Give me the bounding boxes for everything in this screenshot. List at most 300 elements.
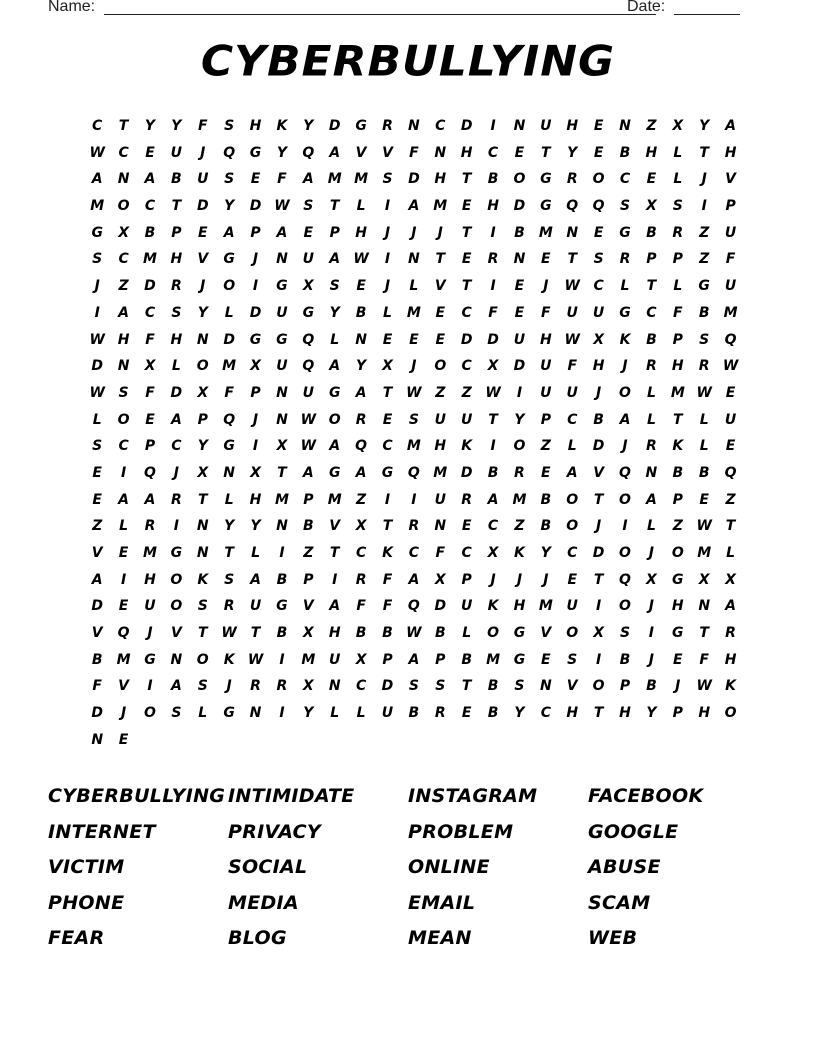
grid-letter: E — [145, 411, 155, 428]
word-list-item: VICTIM — [48, 856, 125, 878]
grid-letter: Z — [672, 518, 683, 535]
grid-letter: Y — [329, 304, 340, 321]
grid-letter: J — [543, 571, 549, 588]
grid-letter: D — [381, 678, 394, 695]
grid-letter: P — [303, 491, 314, 508]
grid-letter: S — [171, 705, 182, 722]
grid-letter: H — [117, 331, 130, 348]
grid-letter: S — [224, 571, 235, 588]
grid-letter: L — [171, 358, 181, 375]
grid-letter: X — [355, 518, 367, 535]
grid-letter: F — [277, 171, 287, 188]
grid-letter: J — [94, 278, 100, 295]
grid-letter: T — [382, 384, 393, 401]
grid-letter: G — [91, 224, 103, 241]
grid-letter: H — [249, 491, 262, 508]
grid-letter: K — [487, 598, 499, 615]
grid-letter: B — [276, 571, 288, 588]
grid-letter: B — [355, 625, 367, 642]
grid-letter: O — [170, 598, 183, 615]
grid-letter: C — [118, 251, 129, 268]
grid-letter: A — [302, 171, 314, 188]
grid-letter: P — [646, 251, 657, 268]
grid-letter: D — [328, 118, 341, 134]
grid-letter: J — [173, 464, 179, 481]
grid-letter: V — [91, 625, 103, 642]
grid-letter: G — [513, 651, 526, 668]
grid-letter: E — [118, 545, 129, 561]
grid-letter: H — [355, 224, 367, 241]
grid-letter: V — [593, 464, 605, 481]
grid-letter: Y — [514, 411, 525, 428]
grid-letter: Z — [435, 384, 446, 401]
grid-letter: U — [566, 598, 578, 615]
grid-letter: E — [197, 224, 208, 241]
grid-letter: B — [276, 625, 288, 642]
grid-letter: P — [250, 224, 261, 241]
grid-letter: V — [382, 144, 393, 161]
grid-letter: T — [461, 171, 472, 188]
grid-letter: S — [329, 278, 340, 295]
grid-letter: Y — [514, 705, 525, 722]
grid-letter: U — [724, 411, 737, 428]
grid-letter: S — [92, 438, 103, 455]
grid-letter: J — [596, 518, 602, 535]
grid-letter: H — [513, 598, 526, 615]
grid-letter: G — [276, 331, 288, 348]
grid-letter: B — [698, 304, 710, 321]
grid-letter: E — [593, 118, 604, 134]
grid-letter: N — [117, 171, 130, 188]
grid-letter: R — [250, 678, 261, 695]
grid-letter: S — [593, 251, 604, 268]
grid-letter: R — [170, 278, 182, 295]
grid-letter: H — [434, 438, 447, 455]
grid-letter: O — [619, 384, 631, 401]
grid-letter: Q — [302, 144, 315, 161]
name-blank-line — [104, 14, 656, 15]
grid-letter: C — [461, 545, 472, 561]
grid-letter: N — [328, 678, 341, 695]
grid-letter: B — [355, 304, 367, 321]
grid-letter: O — [619, 598, 631, 615]
grid-letter: I — [596, 651, 602, 668]
grid-letter: X — [197, 464, 209, 481]
grid-letter: E — [646, 171, 657, 188]
grid-letter: E — [250, 171, 261, 188]
grid-letter: H — [539, 331, 552, 348]
grid-letter: M — [406, 438, 421, 455]
grid-letter: O — [117, 198, 130, 215]
grid-letter: X — [250, 464, 261, 481]
grid-letter: R — [487, 251, 499, 268]
grid-letter: L — [567, 438, 577, 455]
grid-letter: T — [329, 545, 340, 561]
grid-letter: T — [329, 198, 340, 215]
grid-letter: K — [197, 571, 209, 588]
grid-letter: K — [461, 438, 473, 455]
grid-letter: G — [223, 705, 235, 722]
grid-letter: P — [435, 651, 446, 668]
grid-letter: X — [302, 625, 314, 642]
grid-letter: V — [434, 278, 446, 295]
grid-letter: I — [384, 198, 391, 215]
grid-letter: A — [329, 251, 341, 268]
grid-letter: Z — [303, 545, 314, 561]
grid-letter: A — [355, 464, 367, 481]
grid-letter: O — [592, 171, 605, 188]
grid-letter: E — [92, 491, 102, 508]
word-list-item: GOOGLE — [588, 820, 679, 843]
grid-letter: M — [116, 651, 131, 668]
grid-letter: E — [725, 384, 736, 401]
grid-letter: N — [513, 251, 526, 268]
grid-letter: I — [490, 224, 496, 241]
grid-letter: L — [92, 411, 102, 428]
grid-letter: J — [622, 438, 628, 455]
header — [48, 0, 748, 18]
grid-letter: F — [409, 144, 419, 161]
grid-letter: C — [461, 358, 472, 375]
grid-letter: I — [648, 625, 654, 642]
grid-letter: Z — [540, 438, 551, 455]
grid-letter: F — [699, 651, 709, 668]
grid-letter: W — [300, 438, 317, 455]
grid-letter: I — [411, 491, 417, 508]
grid-letter: R — [672, 224, 684, 241]
grid-letter: C — [593, 278, 604, 295]
grid-letter: H — [434, 171, 447, 188]
grid-letter: T — [699, 144, 709, 161]
grid-letter: I — [120, 464, 127, 481]
word-list-item: PROBLEM — [408, 820, 514, 843]
grid-letter: R — [461, 491, 473, 508]
word-list-item: ABUSE — [588, 856, 661, 878]
grid-letter: E — [725, 438, 736, 455]
grid-letter: Z — [725, 491, 736, 508]
grid-letter: N — [276, 384, 288, 401]
grid-letter: D — [91, 598, 103, 615]
grid-letter: O — [170, 571, 183, 588]
grid-letter: J — [200, 278, 206, 295]
grid-letter: L — [462, 625, 472, 642]
grid-letter: U — [566, 304, 578, 321]
grid-letter: U — [724, 224, 737, 241]
grid-letter: K — [223, 651, 235, 668]
grid-letter: W — [221, 625, 237, 642]
grid-letter: A — [170, 678, 182, 695]
grid-letter: A — [144, 171, 156, 188]
grid-letter: T — [197, 491, 208, 508]
grid-letter: L — [699, 438, 709, 455]
grid-letter: P — [329, 224, 340, 241]
grid-letter: D — [513, 358, 526, 375]
grid-letter: N — [117, 358, 130, 375]
date-blank-line — [674, 14, 740, 15]
grid-letter: E — [118, 731, 129, 748]
grid-letter: U — [460, 598, 473, 615]
grid-letter: G — [276, 598, 288, 615]
grid-letter: C — [355, 678, 367, 695]
grid-letter: C — [435, 118, 446, 134]
grid-letter: X — [487, 358, 499, 375]
grid-letter: Q — [223, 411, 236, 428]
grid-letter: C — [619, 171, 631, 188]
grid-letter: W — [406, 625, 422, 642]
grid-letter: D — [592, 545, 605, 561]
grid-letter: X — [250, 358, 261, 375]
grid-letter: G — [513, 625, 526, 642]
grid-letter: A — [302, 464, 314, 481]
grid-letter: Q — [407, 598, 420, 615]
grid-letter: I — [332, 571, 338, 588]
grid-letter: E — [673, 651, 683, 668]
grid-letter: F — [382, 571, 393, 588]
grid-letter: P — [303, 571, 314, 588]
grid-letter: X — [672, 118, 684, 134]
grid-letter: D — [249, 198, 262, 215]
grid-letter: J — [490, 571, 496, 588]
grid-letter: X — [144, 358, 156, 375]
grid-letter: O — [487, 625, 499, 642]
grid-letter: G — [381, 464, 394, 481]
grid-letter: M — [143, 251, 157, 268]
grid-letter: J — [516, 571, 523, 588]
grid-letter: G — [249, 144, 262, 161]
grid-letter: F — [145, 331, 155, 348]
grid-letter: T — [699, 625, 709, 642]
grid-letter: H — [566, 705, 579, 722]
grid-letter: F — [488, 304, 498, 321]
grid-letter: I — [279, 545, 285, 561]
grid-letter: O — [196, 651, 209, 668]
grid-letter: M — [222, 358, 237, 375]
grid-letter: E — [541, 651, 551, 668]
grid-letter: F — [197, 118, 208, 134]
grid-letter: S — [171, 304, 182, 321]
grid-letter: E — [435, 304, 446, 321]
grid-letter: R — [355, 411, 367, 428]
grid-letter: T — [593, 571, 604, 588]
grid-letter: H — [566, 118, 579, 134]
word-list-item: EMAIL — [408, 891, 476, 914]
grid-letter: A — [408, 571, 420, 588]
grid-letter: X — [302, 678, 314, 695]
grid-letter: O — [513, 438, 526, 455]
grid-letter: B — [487, 705, 499, 722]
grid-letter: B — [487, 171, 499, 188]
word-list-item: FEAR — [48, 927, 105, 949]
grid-letter: J — [226, 678, 232, 695]
grid-letter: N — [276, 251, 288, 268]
grid-letter: D — [249, 304, 262, 321]
grid-letter: I — [490, 438, 496, 455]
grid-letter: G — [144, 651, 156, 668]
grid-letter: J — [384, 278, 391, 295]
grid-letter: W — [564, 331, 580, 348]
grid-letter: D — [434, 598, 447, 615]
grid-letter: N — [408, 251, 420, 268]
grid-letter: P — [672, 251, 683, 268]
grid-letter: N — [645, 464, 658, 481]
grid-letter: C — [646, 304, 657, 321]
grid-letter: S — [514, 678, 525, 695]
grid-letter: X — [725, 571, 736, 588]
grid-letter: W — [300, 411, 317, 428]
grid-letter: Y — [540, 545, 551, 561]
grid-letter: Q — [223, 144, 236, 161]
grid-letter: O — [671, 545, 684, 561]
grid-letter: O — [724, 705, 737, 722]
grid-letter: B — [698, 464, 710, 481]
grid-letter: V — [170, 625, 182, 642]
grid-letter: B — [382, 625, 393, 642]
grid-letter: V — [355, 144, 367, 161]
grid-letter: C — [92, 118, 103, 134]
grid-letter: R — [434, 705, 446, 722]
grid-letter: P — [672, 705, 683, 722]
grid-letter: U — [170, 144, 183, 161]
grid-letter: V — [91, 545, 103, 561]
grid-letter: I — [120, 571, 127, 588]
grid-letter: Q — [355, 438, 368, 455]
grid-letter: Q — [302, 358, 315, 375]
grid-letter: Y — [224, 198, 235, 215]
grid-letter: Q — [619, 571, 631, 588]
grid-letter: T — [593, 491, 604, 508]
grid-letter: D — [170, 384, 183, 401]
grid-letter: W — [564, 278, 580, 295]
grid-letter: U — [724, 278, 737, 295]
grid-letter: K — [276, 118, 288, 134]
word-list-item: BLOG — [228, 927, 287, 949]
grid-letter: V — [118, 678, 129, 695]
grid-letter: S — [435, 678, 446, 695]
grid-letter: R — [646, 358, 657, 375]
grid-letter: L — [646, 411, 656, 428]
grid-letter: Y — [276, 144, 287, 161]
grid-letter: M — [538, 598, 553, 615]
grid-letter: J — [252, 411, 259, 428]
grid-letter: M — [354, 171, 369, 188]
grid-letter: S — [197, 598, 208, 615]
grid-letter: S — [619, 198, 631, 215]
grid-letter: U — [592, 304, 605, 321]
grid-letter: A — [329, 438, 341, 455]
grid-letter: E — [118, 598, 129, 615]
grid-letter: Y — [171, 118, 182, 134]
grid-letter: G — [619, 224, 631, 241]
grid-letter: I — [701, 198, 707, 215]
grid-letter: H — [487, 198, 499, 215]
grid-letter: S — [224, 171, 235, 188]
grid-letter: L — [646, 384, 656, 401]
grid-letter: F — [541, 304, 551, 321]
word-list-item: INSTAGRAM — [408, 785, 538, 807]
grid-letter: J — [701, 171, 707, 188]
grid-letter: T — [250, 625, 261, 642]
grid-letter: X — [698, 571, 710, 588]
puzzle-title: CYBERBULLYING — [200, 37, 616, 86]
grid-letter: A — [118, 491, 129, 508]
grid-letter: F — [145, 384, 155, 401]
grid-letter: C — [461, 304, 472, 321]
grid-letter: N — [196, 545, 209, 561]
grid-letter: O — [513, 171, 526, 188]
grid-letter: T — [277, 464, 287, 481]
grid-letter: H — [592, 358, 605, 375]
grid-letter: X — [276, 438, 288, 455]
grid-letter: J — [411, 224, 417, 241]
grid-letter: Q — [724, 331, 737, 348]
grid-letter: W — [89, 331, 105, 348]
grid-letter: K — [672, 438, 684, 455]
grid-letter: C — [567, 411, 578, 428]
word-list-item: SOCIAL — [228, 856, 308, 878]
grid-letter: O — [566, 518, 579, 535]
grid-letter: L — [726, 545, 736, 561]
grid-letter: H — [249, 118, 262, 134]
grid-letter: T — [382, 518, 393, 535]
grid-letter: A — [408, 651, 420, 668]
grid-letter: Z — [92, 518, 103, 535]
grid-letter: W — [89, 384, 105, 401]
grid-letter: Y — [646, 705, 657, 722]
name-label: Name: — [48, 0, 96, 15]
grid-letter: M — [327, 491, 342, 508]
grid-letter: N — [223, 464, 235, 481]
grid-letter: W — [353, 251, 369, 268]
grid-letter: R — [725, 625, 736, 642]
grid-letter: C — [118, 438, 129, 455]
grid-letter: B — [646, 331, 657, 348]
grid-letter: X — [302, 278, 314, 295]
grid-letter: X — [487, 545, 499, 561]
grid-letter: F — [92, 678, 102, 695]
grid-letter: Q — [724, 464, 737, 481]
grid-letter: T — [541, 144, 551, 161]
letter-grid — [84, 113, 744, 754]
grid-letter: I — [147, 678, 153, 695]
grid-letter: C — [355, 545, 367, 561]
grid-letter: W — [89, 144, 105, 161]
grid-letter: B — [91, 651, 103, 668]
grid-letter: C — [540, 705, 551, 722]
grid-letter: V — [329, 518, 341, 535]
word-list-item: WEB — [588, 927, 638, 949]
grid-letter: L — [383, 304, 392, 321]
grid-letter: A — [355, 384, 367, 401]
grid-letter: N — [434, 518, 447, 535]
grid-letter: N — [619, 118, 631, 134]
grid-letter: C — [118, 144, 129, 161]
grid-letter: L — [673, 278, 683, 295]
grid-letter: L — [119, 518, 129, 535]
grid-letter: Y — [303, 118, 314, 134]
grid-letter: P — [197, 411, 208, 428]
grid-letter: C — [144, 304, 156, 321]
grid-letter: S — [408, 411, 419, 428]
grid-letter: N — [196, 518, 209, 535]
grid-letter: I — [622, 518, 628, 535]
grid-letter: D — [91, 358, 103, 375]
grid-letter: F — [382, 598, 393, 615]
grid-letter: A — [250, 571, 261, 588]
grid-letter: T — [461, 278, 472, 295]
grid-letter: L — [409, 278, 419, 295]
grid-letter: B — [646, 224, 657, 241]
grid-letter: T — [118, 118, 129, 134]
